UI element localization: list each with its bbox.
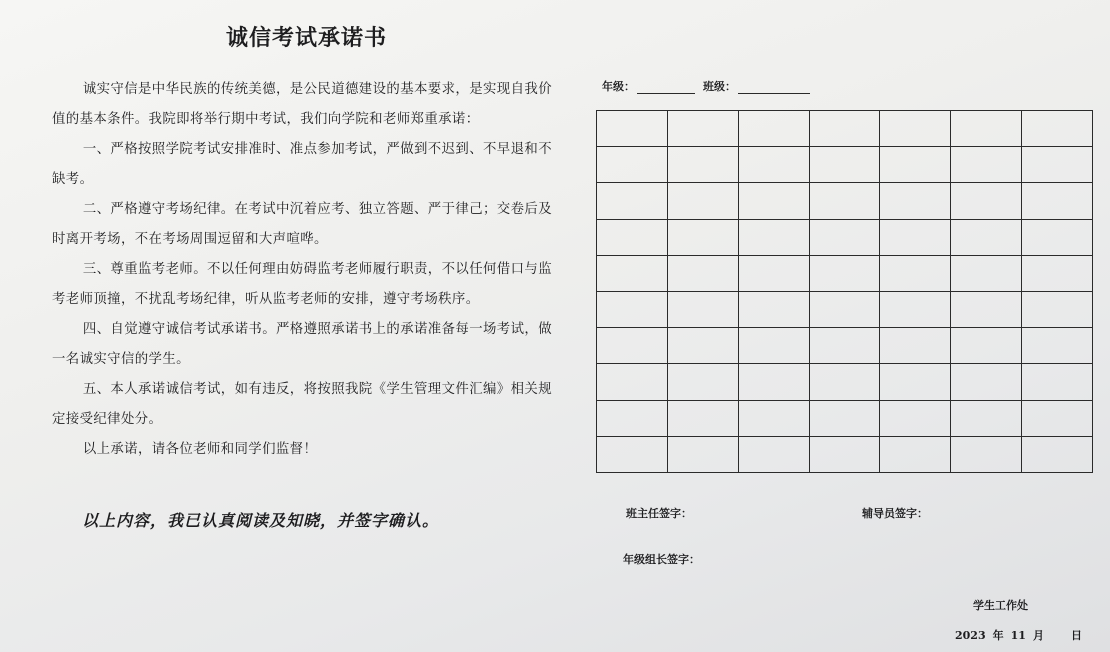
signature-cell[interactable] xyxy=(880,219,951,255)
signature-cell[interactable] xyxy=(880,400,951,436)
signature-grid-row xyxy=(597,255,1093,291)
signature-cell[interactable] xyxy=(951,147,1022,183)
signature-cell[interactable] xyxy=(951,219,1022,255)
signature-cell[interactable] xyxy=(809,255,880,291)
signature-cell[interactable] xyxy=(951,291,1022,327)
signature-cell[interactable] xyxy=(880,436,951,472)
signature-cell[interactable] xyxy=(1022,291,1093,327)
signature-grid-row xyxy=(597,291,1093,327)
signature-cell[interactable] xyxy=(809,183,880,219)
signature-cell[interactable] xyxy=(809,219,880,255)
signature-cell[interactable] xyxy=(667,111,738,147)
signature-cell[interactable] xyxy=(667,219,738,255)
signature-cell[interactable] xyxy=(1022,219,1093,255)
signature-cell[interactable] xyxy=(1022,255,1093,291)
issue-date xyxy=(955,627,1089,643)
date-year: 2023 xyxy=(955,629,986,642)
signature-cell[interactable] xyxy=(1022,400,1093,436)
signature-grid xyxy=(596,110,1093,473)
grade-label: 年级： xyxy=(602,80,635,93)
signature-cell[interactable] xyxy=(809,111,880,147)
pledge-body xyxy=(52,75,552,465)
signature-cell[interactable] xyxy=(738,436,809,472)
signature-cell[interactable] xyxy=(738,364,809,400)
class-label: 班级： xyxy=(703,80,736,93)
signature-cell[interactable] xyxy=(667,147,738,183)
pledge-paragraph: 四、自觉遵守诚信考试承诺书。严格遵照承诺书上的承诺准备每一场考试，做一名诚实守信的学生。 xyxy=(52,322,552,367)
signature-cell[interactable] xyxy=(597,400,668,436)
signature-cell[interactable] xyxy=(738,147,809,183)
signature-cell[interactable] xyxy=(809,328,880,364)
date-month: 11 xyxy=(1010,629,1026,642)
signature-cell[interactable] xyxy=(809,400,880,436)
signature-cell[interactable] xyxy=(597,255,668,291)
pledge-paragraph: 五、本人承诺诚信考试，如有违反，将按照我院《学生管理文件汇编》相关规定接受纪律处分。 xyxy=(52,382,552,427)
head-teacher-signature-label: 班主任签字： xyxy=(626,507,692,520)
signature-cell[interactable] xyxy=(809,291,880,327)
signature-grid-row xyxy=(597,147,1093,183)
pledge-paragraph: 以上承诺，请各位老师和同学们监督！ xyxy=(82,442,318,457)
signature-cell[interactable] xyxy=(597,291,668,327)
signature-cell[interactable] xyxy=(880,147,951,183)
signature-cell[interactable] xyxy=(738,400,809,436)
signature-cell[interactable] xyxy=(951,436,1022,472)
class-info-fields xyxy=(602,78,810,94)
signature-grid-row xyxy=(597,111,1093,147)
signature-cell[interactable] xyxy=(1022,328,1093,364)
signature-cell[interactable] xyxy=(1022,111,1093,147)
signature-cell[interactable] xyxy=(738,291,809,327)
issuing-office: 学生工作处 xyxy=(973,599,1028,612)
signature-cell[interactable] xyxy=(1022,436,1093,472)
signature-cell[interactable] xyxy=(667,328,738,364)
signature-cell[interactable] xyxy=(738,111,809,147)
signature-cell[interactable] xyxy=(951,364,1022,400)
signature-grid-row xyxy=(597,436,1093,472)
signature-cell[interactable] xyxy=(597,328,668,364)
date-month-unit: 月 xyxy=(1032,629,1044,642)
signature-grid-row xyxy=(597,328,1093,364)
signature-cell[interactable] xyxy=(597,364,668,400)
signature-cell[interactable] xyxy=(738,328,809,364)
signature-cell[interactable] xyxy=(880,111,951,147)
signature-cell[interactable] xyxy=(597,183,668,219)
signature-cell[interactable] xyxy=(951,328,1022,364)
signature-cell[interactable] xyxy=(738,183,809,219)
signature-cell[interactable] xyxy=(880,183,951,219)
signature-grid-row xyxy=(597,219,1093,255)
pledge-paragraph: 二、严格遵守考场纪律。在考试中沉着应考、独立答题、严于律己；交卷后及时离开考场，不在考场周围逗留和大声喧哗。 xyxy=(52,202,552,247)
grade-field[interactable] xyxy=(637,81,695,94)
signature-cell[interactable] xyxy=(597,111,668,147)
signature-cell[interactable] xyxy=(667,400,738,436)
document-title: 诚信考试承诺书 xyxy=(226,25,388,51)
signature-cell[interactable] xyxy=(738,219,809,255)
signature-grid-row xyxy=(597,400,1093,436)
class-field[interactable] xyxy=(738,81,810,94)
signature-cell[interactable] xyxy=(880,291,951,327)
signature-cell[interactable] xyxy=(809,147,880,183)
signature-cell[interactable] xyxy=(1022,364,1093,400)
signature-cell[interactable] xyxy=(667,436,738,472)
signature-cell[interactable] xyxy=(951,255,1022,291)
signature-cell[interactable] xyxy=(880,328,951,364)
signature-cell[interactable] xyxy=(880,364,951,400)
signature-cell[interactable] xyxy=(597,436,668,472)
confirmation-statement: 以上内容，我已认真阅读及知晓，并签字确认。 xyxy=(82,511,440,530)
date-year-unit: 年 xyxy=(992,629,1004,642)
signature-cell[interactable] xyxy=(667,291,738,327)
grade-leader-signature-label: 年级组长签字： xyxy=(623,553,700,566)
signature-cell[interactable] xyxy=(597,219,668,255)
signature-grid-row xyxy=(597,364,1093,400)
signature-cell[interactable] xyxy=(880,255,951,291)
signature-cell[interactable] xyxy=(1022,183,1093,219)
date-day-unit: 日 xyxy=(1070,629,1082,642)
signature-cell[interactable] xyxy=(809,364,880,400)
signature-grid-row xyxy=(597,183,1093,219)
counselor-signature-label: 辅导员签字： xyxy=(862,507,928,520)
pledge-paragraph: 诚实守信是中华民族的传统美德，是公民道德建设的基本要求，是实现自我价值的基本条件。我院即将举行期中考试，我们向学院和老师郑重承诺： xyxy=(52,82,552,127)
pledge-paragraph: 三、尊重监考老师。不以任何理由妨碍监考老师履行职责，不以任何借口与监考老师顶撞，不扰乱考场纪律，听从监考老师的安排，遵守考场秩序。 xyxy=(52,262,552,307)
signature-cell[interactable] xyxy=(667,255,738,291)
signature-cell[interactable] xyxy=(667,183,738,219)
pledge-paragraph: 一、严格按照学院考试安排准时、准点参加考试，严做到不迟到、不早退和不缺考。 xyxy=(52,142,552,187)
signature-cell[interactable] xyxy=(951,183,1022,219)
signature-cell[interactable] xyxy=(738,255,809,291)
signature-cell[interactable] xyxy=(951,111,1022,147)
signature-cell[interactable] xyxy=(667,364,738,400)
signature-cell[interactable] xyxy=(809,436,880,472)
signature-cell[interactable] xyxy=(951,400,1022,436)
signature-cell[interactable] xyxy=(597,147,668,183)
signature-cell[interactable] xyxy=(1022,147,1093,183)
